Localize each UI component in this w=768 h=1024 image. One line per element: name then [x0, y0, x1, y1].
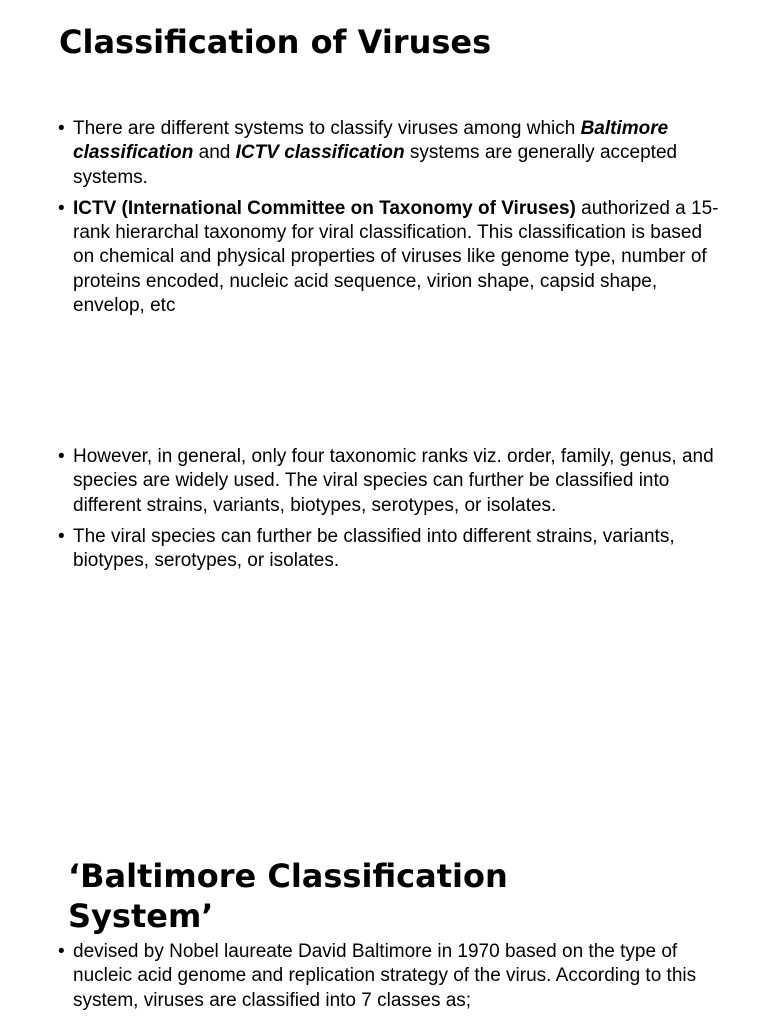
item-text: However, in general, only four taxonomic ranks viz. order, family, genus, and species are widely used. The viral species can further be classified into different strains, variants, biotypes, serotypes, or isolates.	[73, 446, 714, 516]
bullet-list-baltimore	[0, 940, 768, 1020]
item-text: The viral species can further be classified into different strains, variants, biotypes, serotypes, or isolates.	[73, 525, 675, 572]
page-title: Classification of Viruses	[59, 23, 492, 61]
item-text: systems are generally accepted systems.	[73, 142, 678, 188]
bullet-icon: •	[58, 446, 65, 467]
list-item	[0, 117, 768, 190]
bullet-icon: •	[58, 941, 65, 962]
item-text: and	[193, 142, 236, 164]
list-item	[0, 940, 768, 1013]
item-text: authorized a 15-rank hierarchal taxonomy for viral classification. This classification is based on chemical and physical properties of viruses like genome type, number of proteins encoded, nucleic acid sequence, virion shape, capsid shape, envelop, etc	[73, 197, 719, 317]
bullet-icon: •	[58, 197, 65, 219]
bullet-list-intro	[0, 117, 768, 325]
item-text: devised by Nobel laureate David Baltimore in 1970 based on the type of nucleic acid genome and replication strategy of the virus. According to this system, viruses are classified into 7 classes as;	[73, 941, 697, 1011]
list-item	[0, 197, 768, 318]
list-item	[0, 525, 768, 574]
ictv-term: ICTV classification	[235, 142, 405, 164]
item-text: There are different systems to classify viruses among which	[73, 118, 581, 139]
list-item	[0, 445, 768, 518]
baltimore-term: Baltimore classification	[73, 118, 669, 164]
bullet-icon: •	[58, 118, 65, 139]
section-title: ‘Baltimore Classification System’	[68, 857, 508, 935]
bullet-list-ranks	[0, 445, 768, 580]
ictv-heading: ICTV (International Committee on Taxonomy of Viruses)	[73, 197, 576, 219]
bullet-icon: •	[58, 525, 65, 547]
